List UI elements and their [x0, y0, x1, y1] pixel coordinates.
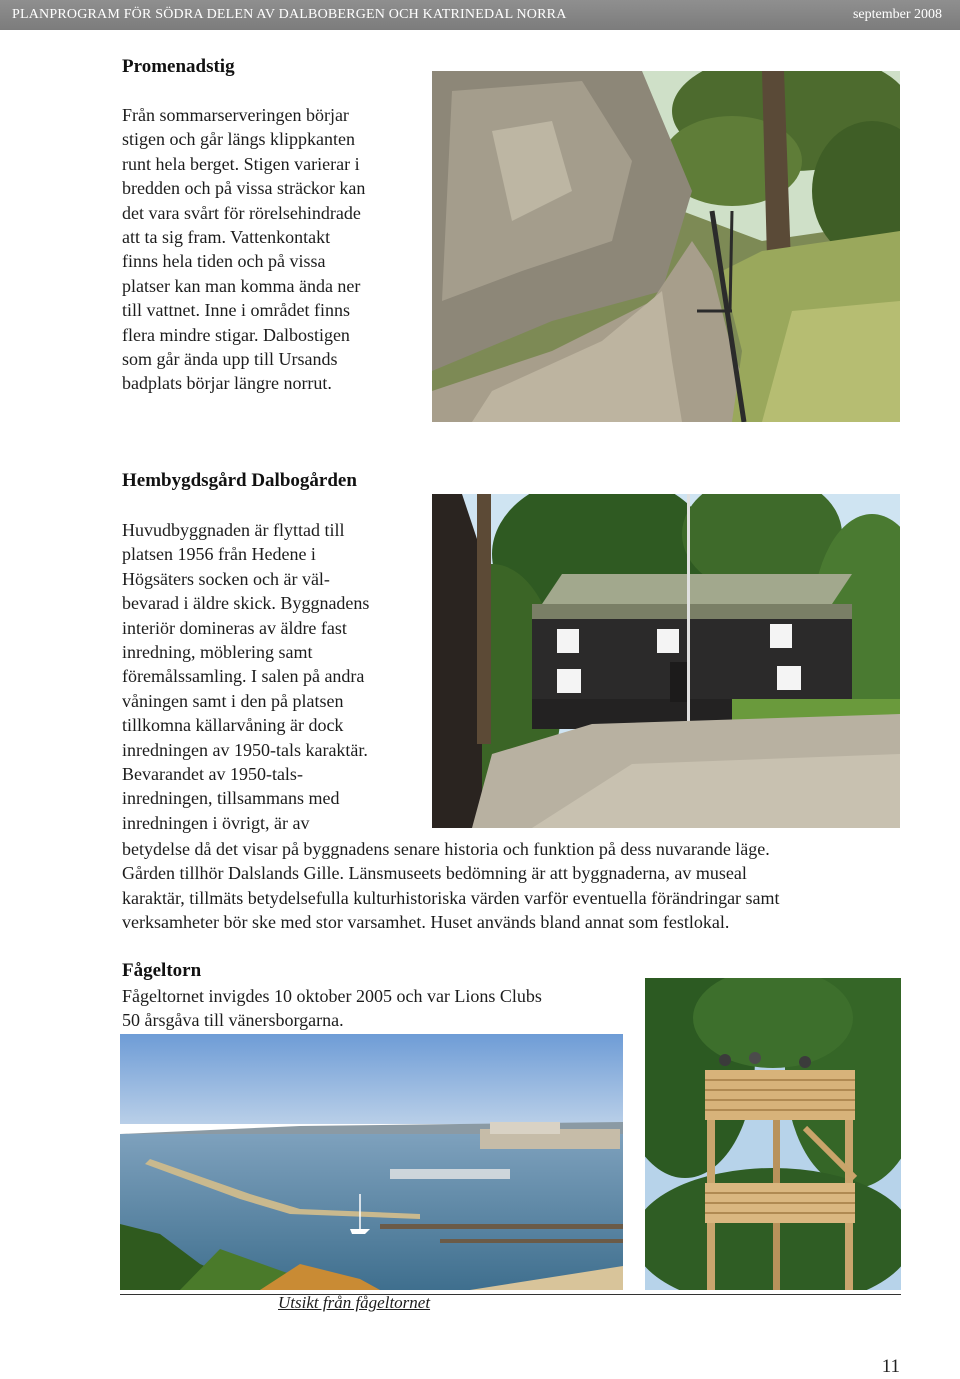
text-line: inredningen, tillsammans med [122, 788, 340, 809]
text-line: runt hela berget. Stigen varierar i [122, 153, 360, 174]
text-line: interiör domineras av äldre fast [122, 617, 347, 638]
text-line: till vattnet. Inne i området finns [122, 300, 350, 321]
caption-rule [120, 1294, 901, 1295]
photo-view-from-tower [120, 1034, 623, 1290]
text-line: föremålssamling. I salen på andra [122, 666, 365, 687]
text-line: Fågeltornet invigdes 10 oktober 2005 och var Lions Clubs [122, 986, 542, 1006]
document-title: PLANPROGRAM FÖR SÖDRA DELEN AV DALBOBERGEN OCH KATRINEDAL NORRA [12, 7, 567, 22]
text-line: inredningen av 1950-tals karaktär. [122, 739, 368, 760]
text-line: finns hela tiden och på vissa [122, 251, 326, 272]
text-line: 50 årsgåva till vänersborgarna. [122, 1010, 344, 1031]
page-number: 11 [881, 1356, 900, 1377]
text-line: Huvudbyggnaden är flyttad till [122, 520, 345, 540]
text-line: stigen och går längs klippkanten [122, 129, 355, 150]
heading-hembygdsgard: Hembygdsgård Dalbogården [122, 470, 357, 491]
page-header [0, 0, 960, 30]
text-line: som går ända upp till Ursands [122, 349, 338, 370]
text-line: Bevarandet av 1950-tals- [122, 764, 303, 785]
text-line: att ta sig fram. Vattenkontakt [122, 227, 331, 248]
text-line: bredden och på vissa sträckor kan [122, 178, 366, 199]
text-line: badplats börjar längre norrut. [122, 373, 332, 394]
paragraph-promenadstig [122, 103, 422, 396]
text-line: våningen samt i den på platsen [122, 690, 344, 711]
paragraph-hembygdsgard-wide [122, 837, 912, 935]
photo-dalbogarden-house [432, 494, 900, 828]
text-line: inredningen i övrigt, är av [122, 812, 310, 833]
text-line: bevarad i äldre skick. Byggnadens [122, 593, 370, 614]
text-line: tillkomna källarvåning är dock [122, 715, 344, 736]
text-line: Gården tillhör Dalslands Gille. Länsmuseets bedömning är att byggnaderna, av museal [122, 863, 747, 884]
text-line: Högsäters socken och är väl- [122, 568, 330, 589]
photo-bird-tower [645, 978, 901, 1290]
document-date: september 2008 [852, 7, 942, 22]
heading-fageltorn: Fågeltorn [122, 960, 202, 981]
text-line: inredning, möblering samt [122, 642, 313, 663]
text-line: Från sommarserveringen börjar [122, 105, 349, 125]
text-line: verksamheter bör ske med stor varsamhet. Huset används bland annat som festlokal. [122, 912, 730, 933]
text-line: platsen 1956 från Hedene i [122, 544, 316, 565]
text-line: det vara svårt för rörelsehindrade [122, 202, 361, 223]
text-line: betydelse då det visar på byggnadens senare historia och funktion på dess nuvarande läge. [122, 839, 770, 859]
heading-promenadstig: Promenadstig [122, 56, 235, 77]
paragraph-hembygdsgard-narrow [122, 518, 422, 835]
paragraph-fageltorn [122, 984, 632, 1033]
text-line: karaktär, tillmäts betydelsefulla kulturhistoriska värden varför eventuella förändringar samt [122, 887, 780, 908]
photo-cliff-path [432, 71, 900, 422]
photo-caption: Utsikt från fågeltornet [278, 1293, 431, 1312]
text-line: platser kan man komma ända ner [122, 275, 361, 296]
text-line: flera mindre stigar. Dalbostigen [122, 324, 350, 345]
